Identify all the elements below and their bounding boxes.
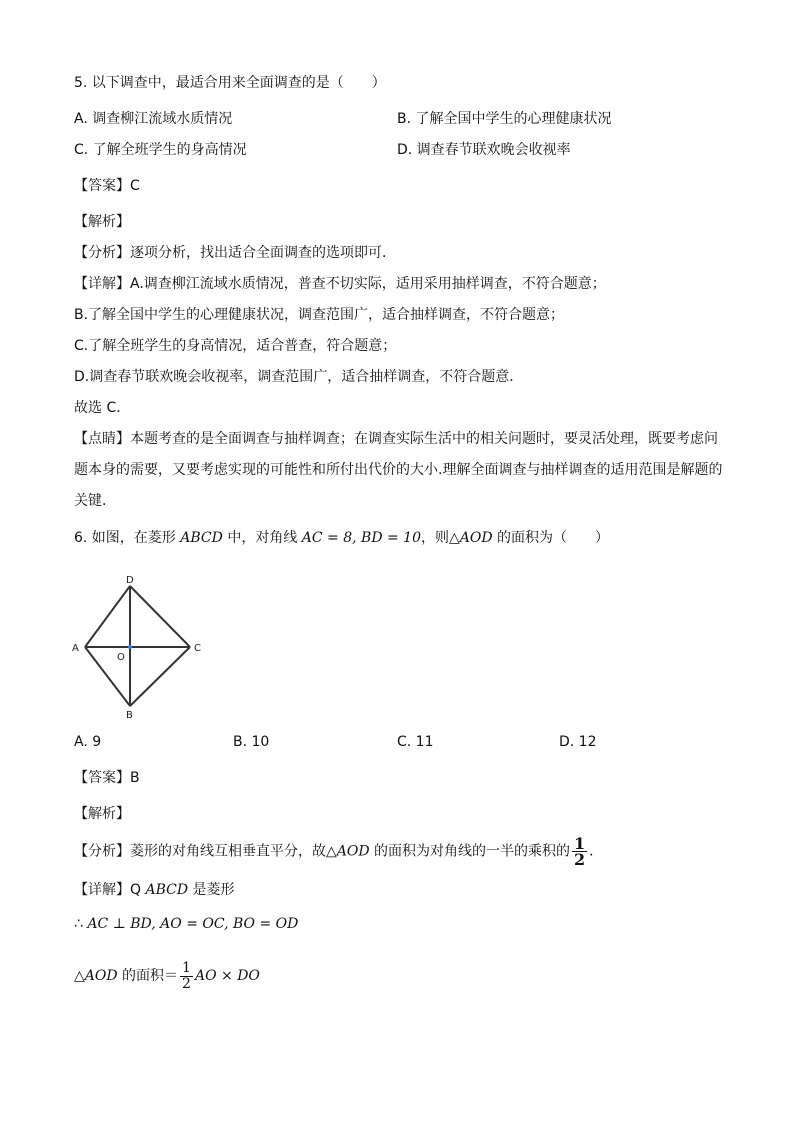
q6-option-d: D. 12 xyxy=(559,734,597,750)
q6-option-a: A. 9 xyxy=(74,734,102,750)
q6-stem xyxy=(74,528,609,548)
q6-detail-post: 是菱形 xyxy=(188,882,235,898)
q6-analysis-aod: AOD xyxy=(336,843,370,860)
q5-detail-c: C.了解全班学生的身高情况，适合普查，符合题意； xyxy=(74,338,397,354)
q6-area-expr: AO × DO xyxy=(194,968,260,984)
q6-stem-diagonals: AC = 8, BD = 10 xyxy=(301,530,421,546)
q6-stem-pre: 6. 如图，在菱形 xyxy=(74,530,181,546)
q5-detail-a: 【详解】A.调查柳江流域水质情况，普查不切实际，适用采用抽样调查，不符合题意； xyxy=(74,276,606,292)
q6-jiexi: 【解析】 xyxy=(74,806,130,822)
q6-detail xyxy=(74,880,235,900)
q5-detail-d: D.调查春节联欢晚会收视率，调查范围广，适合抽样调查，不符合题意． xyxy=(74,369,524,385)
q5-comment-line-3: 关键． xyxy=(74,493,116,509)
q6-analysis xyxy=(74,836,603,867)
q6-option-b: B. 10 xyxy=(233,734,270,750)
q5-stem: 5. 以下调查中，最适合用来全面调查的是（ ） xyxy=(74,75,386,91)
label-a: A xyxy=(72,643,79,654)
q6-relations-expr: AC ⊥ BD, AO = OC, BO = OD xyxy=(87,916,299,932)
q5-option-a: A. 调查柳江流域水质情况 xyxy=(74,111,233,127)
q6-area-pre: △ xyxy=(74,968,85,984)
q6-answer: 【答案】B xyxy=(74,770,140,786)
label-c: C xyxy=(194,643,201,654)
q6-analysis-post: 的面积为对角线的一半的乘积的 xyxy=(369,843,571,860)
center-point-o xyxy=(128,645,132,649)
q6-analysis-end: ． xyxy=(589,843,604,860)
rhombus-figure xyxy=(70,572,200,720)
q6-area-mid: 的面积＝ xyxy=(117,968,179,984)
q5-option-b: B. 了解全国中学生的心理健康状况 xyxy=(397,111,612,127)
q5-comment-line-2: 题本身的需要，又要考虑实现的可能性和所付出代价的大小.理解全面调查与抽样调查的适用范围是解题的 xyxy=(74,462,723,478)
q6-detail-pre: 【详解】Q xyxy=(74,882,146,898)
edge-dc xyxy=(130,586,190,647)
q5-jiexi: 【解析】 xyxy=(74,214,130,230)
edge-ad xyxy=(85,586,130,647)
q6-area-formula xyxy=(74,960,260,992)
q6-stem-mid: 中，对角线 xyxy=(222,530,302,546)
therefore-symbol: ∴ xyxy=(74,916,88,932)
q6-stem-mid2: ，则△ xyxy=(421,530,460,546)
q5-option-d: D. 调查春节联欢晚会收视率 xyxy=(397,142,571,158)
q6-stem-aod: AOD xyxy=(459,530,493,546)
q5-option-c: C. 了解全班学生的身高情况 xyxy=(74,142,247,158)
q6-stem-post: 的面积为（ ） xyxy=(492,530,610,546)
q6-detail-abcd: ABCD xyxy=(145,882,189,898)
q5-choose: 故选 C． xyxy=(74,400,131,416)
q6-analysis-pre: 【分析】菱形的对角线互相垂直平分，故△ xyxy=(74,843,337,860)
label-o: O xyxy=(117,652,125,663)
label-b: B xyxy=(126,710,133,721)
q5-comment-line-1: 【点睛】本题考查的是全面调查与抽样调查；在调查实际生活中的相关问题时，要灵活处理，既要考虑问 xyxy=(74,431,718,447)
q5-analysis: 【分析】逐项分析，找出适合全面调查的选项即可． xyxy=(74,245,396,261)
q5-answer: 【答案】C xyxy=(74,178,140,194)
fraction-one-half-area: $\frac{1}{2}$ xyxy=(182,959,191,992)
fraction-one-half: $\frac{1}{2}$ xyxy=(574,834,586,869)
q6-area-aod: AOD xyxy=(84,968,118,984)
q5-detail-b: B.了解全国中学生的心理健康状况，调查范围广，适合抽样调查，不符合题意； xyxy=(74,307,565,323)
q6-relations xyxy=(74,914,298,934)
q6-option-c: C. 11 xyxy=(397,734,434,750)
label-d: D xyxy=(126,575,134,586)
q6-stem-abcd: ABCD xyxy=(180,530,223,546)
edge-cb xyxy=(130,647,190,706)
